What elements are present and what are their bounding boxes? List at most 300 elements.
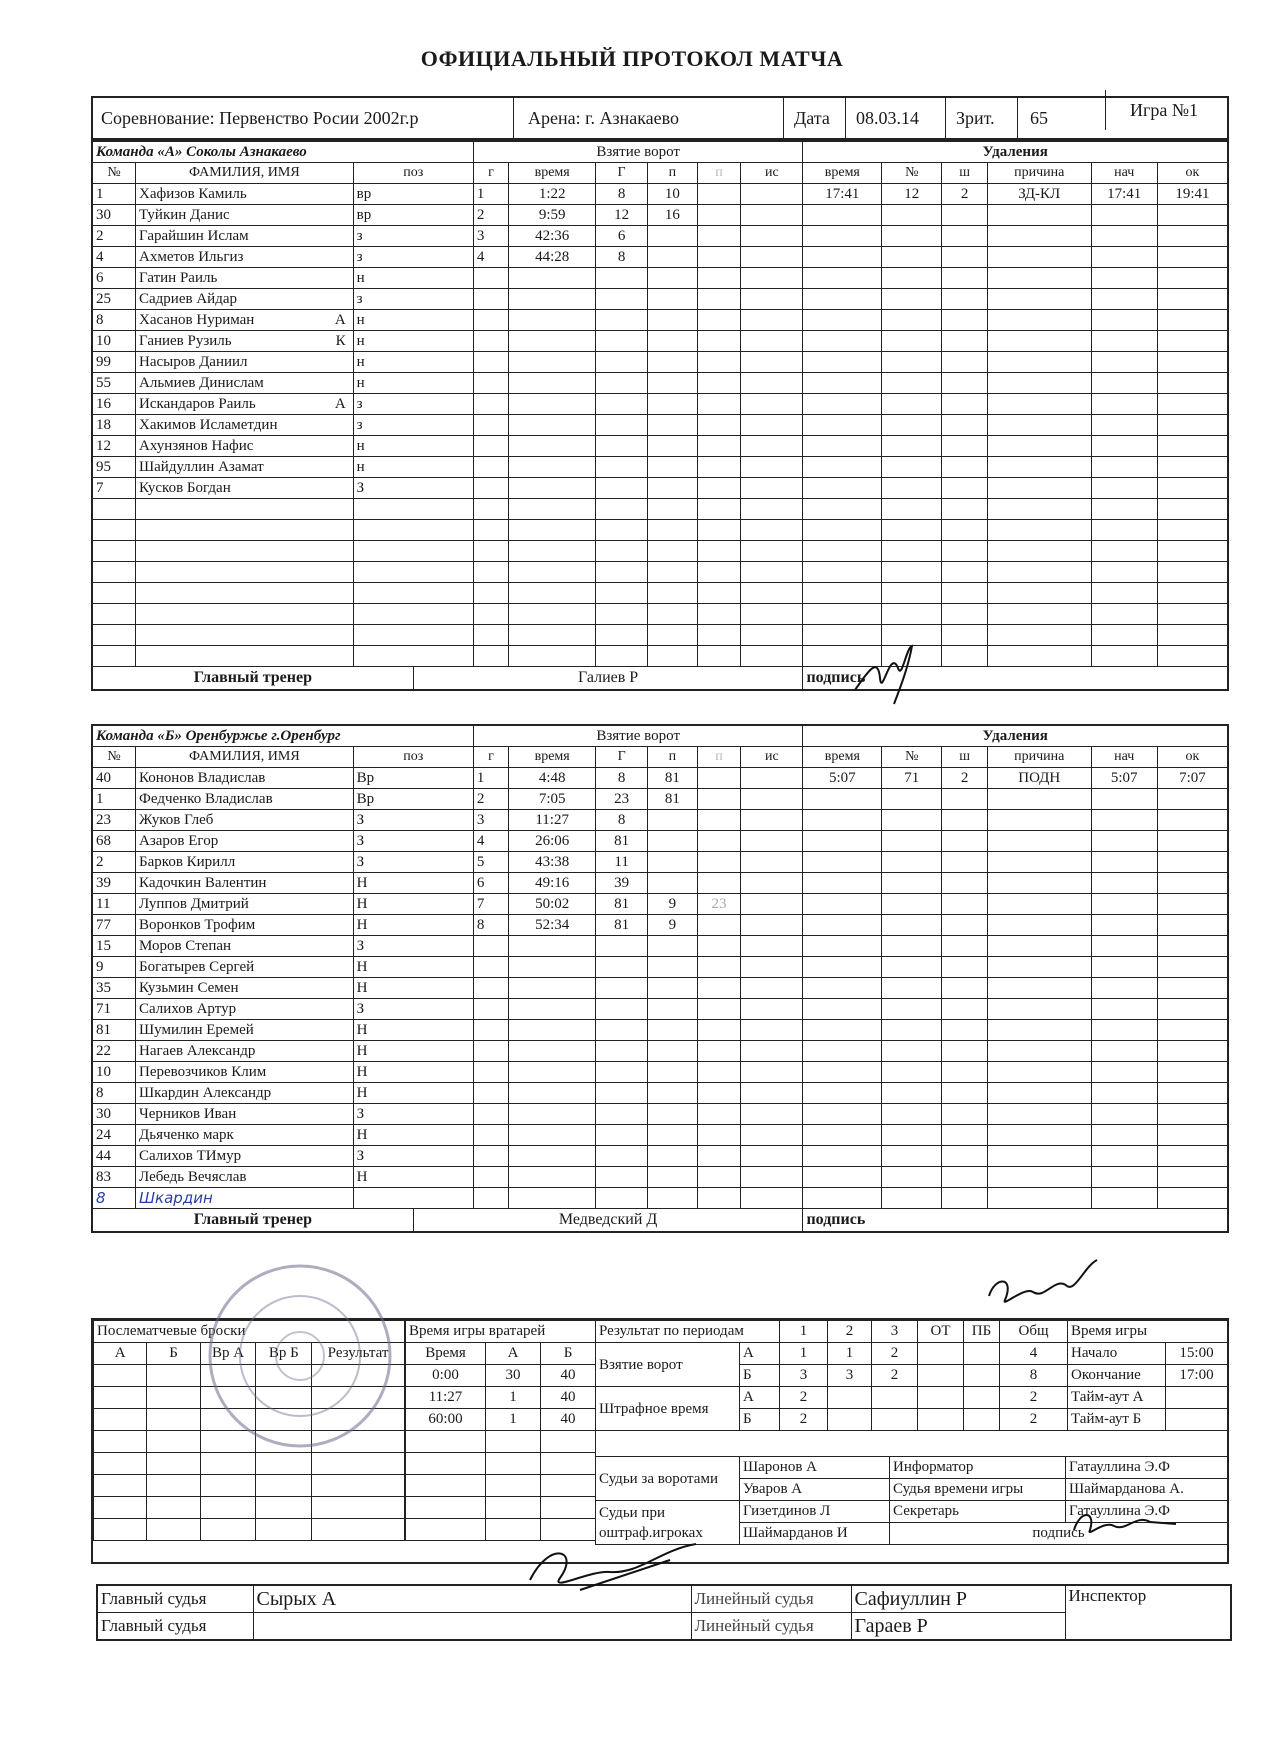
goal-time: 50:02 [509, 894, 596, 915]
empty-cell [882, 1083, 942, 1104]
empty-cell [987, 1020, 1091, 1041]
goal-judge-1: Шаронов А [740, 1457, 890, 1479]
empty-cell [509, 1104, 596, 1125]
empty-cell [486, 1497, 541, 1519]
empty-cell [1091, 310, 1157, 331]
empty-cell [882, 1020, 942, 1041]
player-name: Богатырев Сергей [139, 959, 255, 975]
empty-cell [803, 894, 882, 915]
empty-cell [1091, 1167, 1157, 1188]
col-header-pp: п [697, 163, 741, 184]
table-row [92, 768, 1228, 789]
empty-cell [697, 604, 741, 625]
player-number: 99 [92, 352, 136, 373]
col-header-G: Г [596, 163, 648, 184]
team-name: Команда «Б» Оренбуржье г.Оренбург [92, 725, 473, 747]
empty-cell [1157, 1083, 1228, 1104]
empty-cell [1091, 1104, 1157, 1125]
empty-cell [697, 1062, 741, 1083]
player-name-cell [136, 478, 354, 499]
goal-G: 23 [596, 789, 648, 810]
table-row [92, 1083, 1228, 1104]
empty-cell [697, 1125, 741, 1146]
table-row [92, 1041, 1228, 1062]
empty-cell [942, 915, 988, 936]
empty-cell [486, 1453, 541, 1475]
player-number: 71 [92, 999, 136, 1020]
player-name-cell [136, 873, 354, 894]
empty-cell [942, 604, 988, 625]
empty-cell [648, 1125, 698, 1146]
empty-cell [882, 205, 942, 226]
empty-cell [987, 789, 1091, 810]
empty-cell [741, 583, 803, 604]
empty-cell [882, 1188, 942, 1209]
empty-cell [741, 268, 803, 289]
empty-cell [803, 999, 882, 1020]
player-position: Н [353, 1167, 473, 1188]
empty-cell [987, 226, 1091, 247]
empty-cell [1091, 1125, 1157, 1146]
goal-is [741, 894, 803, 915]
empty-cell [473, 999, 508, 1020]
empty-cell [596, 1083, 648, 1104]
empty-cell [942, 541, 988, 562]
empty-cell [648, 978, 698, 999]
table-row [92, 268, 1228, 289]
player-position: Н [353, 873, 473, 894]
empty-cell [648, 625, 698, 646]
goal-p [648, 810, 698, 831]
empty-cell [509, 646, 596, 667]
player-position: З [353, 831, 473, 852]
goal-is [741, 873, 803, 894]
empty-cell [1091, 478, 1157, 499]
empty-cell [1157, 436, 1228, 457]
player-number: 2 [92, 226, 136, 247]
table-row [92, 226, 1228, 247]
goal-time: 42:36 [509, 226, 596, 247]
period-col-header: 2 [828, 1321, 872, 1343]
empty-cell [473, 1062, 508, 1083]
player-name: Черников Иван [139, 1106, 237, 1122]
empty-cell [406, 1519, 486, 1541]
empty-cell [987, 541, 1091, 562]
player-name-cell [136, 978, 354, 999]
player-name: Хасанов Нуриман [139, 312, 255, 328]
main-referee-label-1: Главный судья [97, 1585, 253, 1613]
col-header-end: ок [1157, 747, 1228, 768]
empty-cell [473, 373, 508, 394]
empty-cell [473, 415, 508, 436]
empty-cell [473, 352, 508, 373]
empty-cell [1157, 831, 1228, 852]
empty-cell [741, 604, 803, 625]
empty-cell [596, 1146, 648, 1167]
empty-cell [353, 583, 473, 604]
empty-cell [648, 415, 698, 436]
empty-cell [136, 625, 354, 646]
col-header-reason: причина [987, 163, 1091, 184]
empty-cell [1157, 978, 1228, 999]
player-position: Н [353, 1125, 473, 1146]
empty-cell [648, 1188, 698, 1209]
empty-cell [987, 205, 1091, 226]
goal-is [741, 184, 803, 205]
empty-cell [648, 1104, 698, 1125]
empty-cell [1091, 957, 1157, 978]
empty-cell [942, 478, 988, 499]
empty-cell [803, 226, 882, 247]
goal-g: 4 [473, 247, 508, 268]
col-header-pen_no: № [882, 163, 942, 184]
empty-cell [92, 520, 136, 541]
empty-cell [473, 457, 508, 478]
empty-cell [697, 1083, 741, 1104]
goalie-col-header: Б [541, 1343, 596, 1365]
goal-G: 12 [596, 205, 648, 226]
empty-cell [1091, 894, 1157, 915]
period-cell [828, 1409, 872, 1431]
empty-cell [1091, 1041, 1157, 1062]
penalty-start: 5:07 [1091, 768, 1157, 789]
empty-cell [803, 205, 882, 226]
empty-cell [596, 499, 648, 520]
empty-cell [987, 499, 1091, 520]
goal-g: 8 [473, 915, 508, 936]
empty-cell [648, 583, 698, 604]
empty-cell [136, 604, 354, 625]
player-position: Вр [353, 768, 473, 789]
empty-cell [596, 646, 648, 667]
empty-cell [509, 583, 596, 604]
spectators: 65 [1017, 98, 1090, 138]
table-row [92, 1104, 1228, 1125]
empty-cell [803, 1083, 882, 1104]
empty-cell [882, 541, 942, 562]
empty-cell [942, 247, 988, 268]
empty-cell [596, 394, 648, 415]
empty-cell [509, 352, 596, 373]
goal-G: 11 [596, 852, 648, 873]
table-row [92, 436, 1228, 457]
empty-cell [942, 436, 988, 457]
empty-cell [697, 1146, 741, 1167]
empty-cell [596, 478, 648, 499]
empty-cell [648, 289, 698, 310]
empty-cell [697, 1188, 741, 1209]
goal-p [648, 226, 698, 247]
goalie-cell: 40 [541, 1387, 596, 1409]
player-name-cell [136, 810, 354, 831]
empty-cell [509, 562, 596, 583]
empty-cell [882, 478, 942, 499]
empty-cell [648, 373, 698, 394]
empty-cell [509, 978, 596, 999]
empty-cell [803, 289, 882, 310]
goal-pp [697, 810, 741, 831]
empty-cell [882, 331, 942, 352]
coach-signature-label: подпись [803, 1209, 1228, 1233]
table-row [92, 541, 1228, 562]
goal-pp [697, 873, 741, 894]
empty-cell [987, 478, 1091, 499]
player-number: 11 [92, 894, 136, 915]
empty-cell [882, 268, 942, 289]
empty-cell [136, 583, 354, 604]
penalty-no: 71 [882, 768, 942, 789]
empty-cell [803, 415, 882, 436]
empty-cell [1157, 331, 1228, 352]
empty-cell [648, 310, 698, 331]
empty-cell [596, 1125, 648, 1146]
goal-pp [697, 852, 741, 873]
empty-cell [803, 810, 882, 831]
empty-cell [987, 1041, 1091, 1062]
empty-cell [596, 289, 648, 310]
period-col-header: 1 [780, 1321, 828, 1343]
empty-cell [1091, 583, 1157, 604]
col-header-g: г [473, 163, 508, 184]
empty-cell [353, 520, 473, 541]
empty-cell [741, 978, 803, 999]
signature-coach-a [850, 628, 930, 708]
empty-cell [1157, 205, 1228, 226]
empty-cell [473, 1041, 508, 1062]
goal-G: 81 [596, 894, 648, 915]
empty-cell [741, 625, 803, 646]
player-name: Салихов Артур [139, 1001, 237, 1017]
empty-cell [596, 1062, 648, 1083]
empty-cell [942, 810, 988, 831]
empty-cell [473, 1104, 508, 1125]
empty-cell [509, 268, 596, 289]
player-position: Н [353, 915, 473, 936]
empty-cell [473, 1146, 508, 1167]
player-name-cell [136, 1020, 354, 1041]
penalty-sh: 2 [942, 184, 988, 205]
empty-cell [987, 936, 1091, 957]
empty-cell [987, 457, 1091, 478]
date-label: Дата [783, 98, 834, 138]
empty-cell [697, 310, 741, 331]
empty-cell [473, 436, 508, 457]
empty-cell [1091, 289, 1157, 310]
player-number: 6 [92, 268, 136, 289]
empty-cell [942, 331, 988, 352]
player-name-cell [136, 894, 354, 915]
empty-cell [987, 331, 1091, 352]
empty-cell [803, 373, 882, 394]
empty-cell [882, 831, 942, 852]
player-name-cell [136, 226, 354, 247]
coach-name: Галиев Р [413, 667, 803, 691]
period-cell: 2 [872, 1343, 918, 1365]
empty-cell [509, 415, 596, 436]
empty-cell [987, 268, 1091, 289]
signature-coach-b [985, 1256, 1105, 1316]
period-cell: А [740, 1387, 780, 1409]
empty-cell [1157, 789, 1228, 810]
empty-cell [987, 1167, 1091, 1188]
empty-cell [509, 310, 596, 331]
goalie-col-header: А [486, 1343, 541, 1365]
empty-cell [942, 415, 988, 436]
empty-cell [697, 478, 741, 499]
empty-cell [1157, 999, 1228, 1020]
penalty-judge-2: Шаймарданов И [740, 1523, 890, 1545]
player-name-cell [136, 331, 354, 352]
player-position: З [353, 999, 473, 1020]
empty-cell [648, 562, 698, 583]
empty-cell [741, 957, 803, 978]
goal-p [648, 247, 698, 268]
empty-cell [697, 999, 741, 1020]
empty-cell [987, 310, 1091, 331]
empty-cell [803, 604, 882, 625]
empty-cell [942, 957, 988, 978]
player-name-cell [136, 373, 354, 394]
player-name-cell [136, 1062, 354, 1083]
empty-cell [741, 1125, 803, 1146]
player-number: 22 [92, 1041, 136, 1062]
empty-cell [1091, 646, 1157, 667]
empty-cell [942, 205, 988, 226]
player-name: Шумилин Еремей [139, 1022, 254, 1038]
goal-pp: 23 [697, 894, 741, 915]
empty-cell [942, 1083, 988, 1104]
goal-is [741, 915, 803, 936]
empty-cell [1157, 499, 1228, 520]
empty-cell [882, 457, 942, 478]
empty-cell [942, 873, 988, 894]
player-name: Дьяченко марк [139, 1127, 234, 1143]
empty-cell [473, 394, 508, 415]
empty-cell [987, 394, 1091, 415]
player-name: Гарайшин Ислам [139, 228, 249, 244]
player-name: Барков Кирилл [139, 854, 236, 870]
empty-cell [882, 957, 942, 978]
main-referee-2 [253, 1613, 691, 1641]
empty-cell [596, 415, 648, 436]
empty-cell [697, 394, 741, 415]
empty-cell [1091, 604, 1157, 625]
empty-cell [1091, 999, 1157, 1020]
player-name-cell [136, 852, 354, 873]
empty-cell [1157, 457, 1228, 478]
empty-cell [697, 268, 741, 289]
end-label: Окончание [1068, 1365, 1166, 1387]
player-name: Кусков Богдан [139, 480, 231, 496]
table-row [92, 247, 1228, 268]
empty-cell [697, 978, 741, 999]
col-header-reason: причина [987, 747, 1091, 768]
empty-cell [803, 1188, 882, 1209]
goalie-cell: 60:00 [406, 1409, 486, 1431]
arena: Арена: г. Азнакаево [513, 98, 778, 138]
empty-cell [353, 562, 473, 583]
empty-cell [882, 789, 942, 810]
player-number: 8 [92, 1083, 136, 1104]
player-position: н [353, 268, 473, 289]
start-time: 15:00 [1166, 1343, 1228, 1365]
period-cell [918, 1387, 964, 1409]
col-header-pen_sh: ш [942, 163, 988, 184]
player-position: н [353, 457, 473, 478]
empty-cell [942, 894, 988, 915]
goal-g: 7 [473, 894, 508, 915]
empty-cell [1091, 873, 1157, 894]
empty-cell [596, 373, 648, 394]
empty-cell [92, 604, 136, 625]
empty-cell [987, 562, 1091, 583]
period-cell [828, 1387, 872, 1409]
shootout-title: Послематчевые броски [94, 1321, 405, 1343]
empty-cell [1091, 1062, 1157, 1083]
linesman-1: Сафиуллин Р [851, 1585, 1065, 1613]
empty-cell [882, 415, 942, 436]
empty-cell [803, 1020, 882, 1041]
empty-cell [942, 936, 988, 957]
timeout-a-label: Тайм-аут А [1068, 1387, 1166, 1409]
player-name-cell [136, 310, 354, 331]
empty-cell [509, 478, 596, 499]
spectators-label: Зрит. [945, 98, 1006, 138]
empty-cell [1091, 1083, 1157, 1104]
player-name: Луппов Дмитрий [139, 896, 249, 912]
timeout-b-label: Тайм-аут Б [1068, 1409, 1166, 1431]
penalty-end: 7:07 [1157, 768, 1228, 789]
player-name: Лебедь Вечяслав [139, 1169, 247, 1185]
empty-cell [406, 1453, 486, 1475]
empty-cell [741, 394, 803, 415]
empty-cell [882, 247, 942, 268]
col-header-p: п [648, 163, 698, 184]
player-number: 83 [92, 1167, 136, 1188]
empty-cell [882, 226, 942, 247]
empty-cell [803, 394, 882, 415]
empty-cell [882, 436, 942, 457]
empty-cell [596, 625, 648, 646]
empty-cell [803, 831, 882, 852]
period-col-header: Общ [1000, 1321, 1068, 1343]
player-name: Нагаев Александр [139, 1043, 256, 1059]
empty-cell [987, 1188, 1091, 1209]
empty-cell [648, 457, 698, 478]
empty-cell [987, 289, 1091, 310]
empty-cell [882, 894, 942, 915]
empty-cell [987, 957, 1091, 978]
empty-cell [1091, 457, 1157, 478]
player-position: Н [353, 957, 473, 978]
end-time: 17:00 [1166, 1365, 1228, 1387]
goal-p [648, 852, 698, 873]
empty-cell [803, 915, 882, 936]
empty-cell [697, 1167, 741, 1188]
empty-cell [882, 310, 942, 331]
empty-cell [987, 894, 1091, 915]
empty-cell [1091, 394, 1157, 415]
col-header-pen_no: № [882, 747, 942, 768]
penalty-reason: ПОДН [987, 768, 1091, 789]
team-a-table [91, 140, 1229, 691]
empty-cell [942, 226, 988, 247]
empty-cell [648, 499, 698, 520]
player-position: з [353, 289, 473, 310]
player-position: з [353, 247, 473, 268]
empty-cell [882, 1041, 942, 1062]
empty-cell [942, 1020, 988, 1041]
